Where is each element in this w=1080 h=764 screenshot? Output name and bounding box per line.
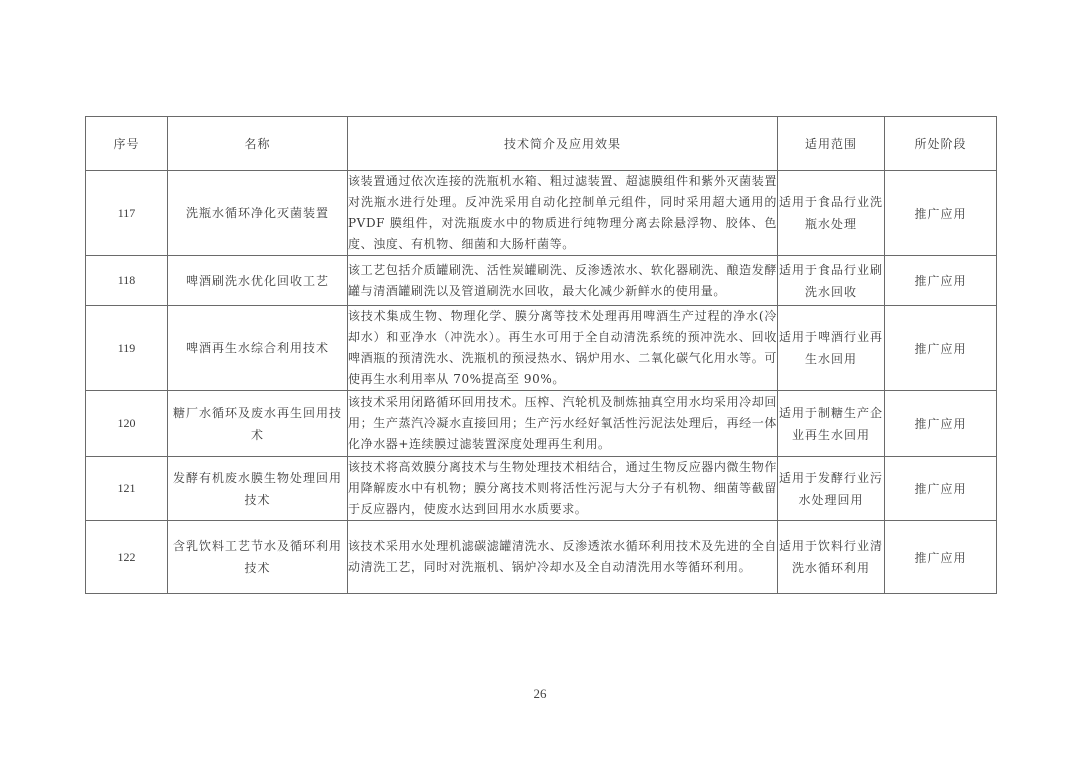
tech-description: 该装置通过依次连接的洗瓶机水箱、粗过滤装置、超滤膜组件和紫外灭菌装置对洗瓶水进行处理。反冲洗采用自动化控制单元组件，同时采用超大通用的 PVDF 膜组件，对洗瓶废水中的物质进行纯物理分离去除悬浮物、胶体、色度、浊度、有机物、细菌和大肠杆菌等。 — [348, 171, 778, 256]
tech-description: 该技术采用闭路循环回用技术。压榨、汽轮机及制炼抽真空用水均采用冷却回用；生产蒸汽冷凝水直接回用；生产污水经好氧活性污泥法处理后，再经一体化净水器+连续膜过滤装置深度处理再生利用。 — [348, 391, 778, 457]
table-row — [86, 171, 997, 256]
table-row — [86, 391, 997, 457]
tech-stage: 推广应用 — [885, 171, 997, 256]
tech-description: 该技术集成生物、物理化学、膜分离等技术处理再用啤酒生产过程的净水(冷却水）和亚净水（冲洗水）。再生水可用于全自动清洗系统的预冲洗水、回收啤酒瓶的预清洗水、洗瓶机的预浸热水、锅炉用水、二氧化碳气化用水等。可使再生水利用率从 70%提高至 90%。 — [348, 306, 778, 391]
tech-name: 啤酒再生水综合利用技术 — [168, 306, 348, 391]
row-number: 122 — [86, 521, 168, 594]
table-row — [86, 306, 997, 391]
tech-description: 该技术采用水处理机滤碳滤罐清洗水、反渗透浓水循环利用技术及先进的全自动清洗工艺，同时对洗瓶机、锅炉冷却水及全自动清洗用水等循环利用。 — [348, 521, 778, 594]
row-number: 117 — [86, 171, 168, 256]
header-desc: 技术简介及应用效果 — [348, 117, 778, 171]
tech-scope: 适用于食品行业洗瓶水处理 — [778, 171, 885, 256]
row-number: 121 — [86, 457, 168, 521]
tech-name: 发酵有机废水膜生物处理回用技术 — [168, 457, 348, 521]
tech-stage: 推广应用 — [885, 521, 997, 594]
tech-description: 该技术将高效膜分离技术与生物处理技术相结合，通过生物反应器内微生物作用降解废水中有机物；膜分离技术则将活性污泥与大分子有机物、细菌等截留于反应器内，使废水达到回用水水质要求。 — [348, 457, 778, 521]
table-row — [86, 256, 997, 306]
tech-scope: 适用于食品行业刷洗水回收 — [778, 256, 885, 306]
tech-name: 含乳饮料工艺节水及循环利用技术 — [168, 521, 348, 594]
tech-name: 洗瓶水循环净化灭菌装置 — [168, 171, 348, 256]
page-number: 26 — [533, 686, 547, 701]
table-header-row — [86, 117, 997, 171]
table-row — [86, 457, 997, 521]
tech-scope: 适用于饮料行业清洗水循环利用 — [778, 521, 885, 594]
header-scope: 适用范围 — [778, 117, 885, 171]
tech-stage: 推广应用 — [885, 256, 997, 306]
tech-stage: 推广应用 — [885, 306, 997, 391]
tech-scope: 适用于发酵行业污水处理回用 — [778, 457, 885, 521]
row-number: 118 — [86, 256, 168, 306]
tech-description: 该工艺包括介质罐刷洗、活性炭罐刷洗、反渗透浓水、软化器刷洗、酿造发酵罐与清酒罐刷洗以及管道刷洗水回收，最大化减少新鲜水的使用量。 — [348, 256, 778, 306]
tech-scope: 适用于制糖生产企业再生水回用 — [778, 391, 885, 457]
tech-stage: 推广应用 — [885, 391, 997, 457]
tech-stage: 推广应用 — [885, 457, 997, 521]
header-stage: 所处阶段 — [885, 117, 997, 171]
header-no: 序号 — [86, 117, 168, 171]
table-row — [86, 521, 997, 594]
row-number: 119 — [86, 306, 168, 391]
tech-name: 糖厂水循环及废水再生回用技术 — [168, 391, 348, 457]
header-name: 名称 — [168, 117, 348, 171]
row-number: 120 — [86, 391, 168, 457]
tech-scope: 适用于啤酒行业再生水回用 — [778, 306, 885, 391]
tech-name: 啤酒刷洗水优化回收工艺 — [168, 256, 348, 306]
technology-table — [85, 116, 997, 594]
